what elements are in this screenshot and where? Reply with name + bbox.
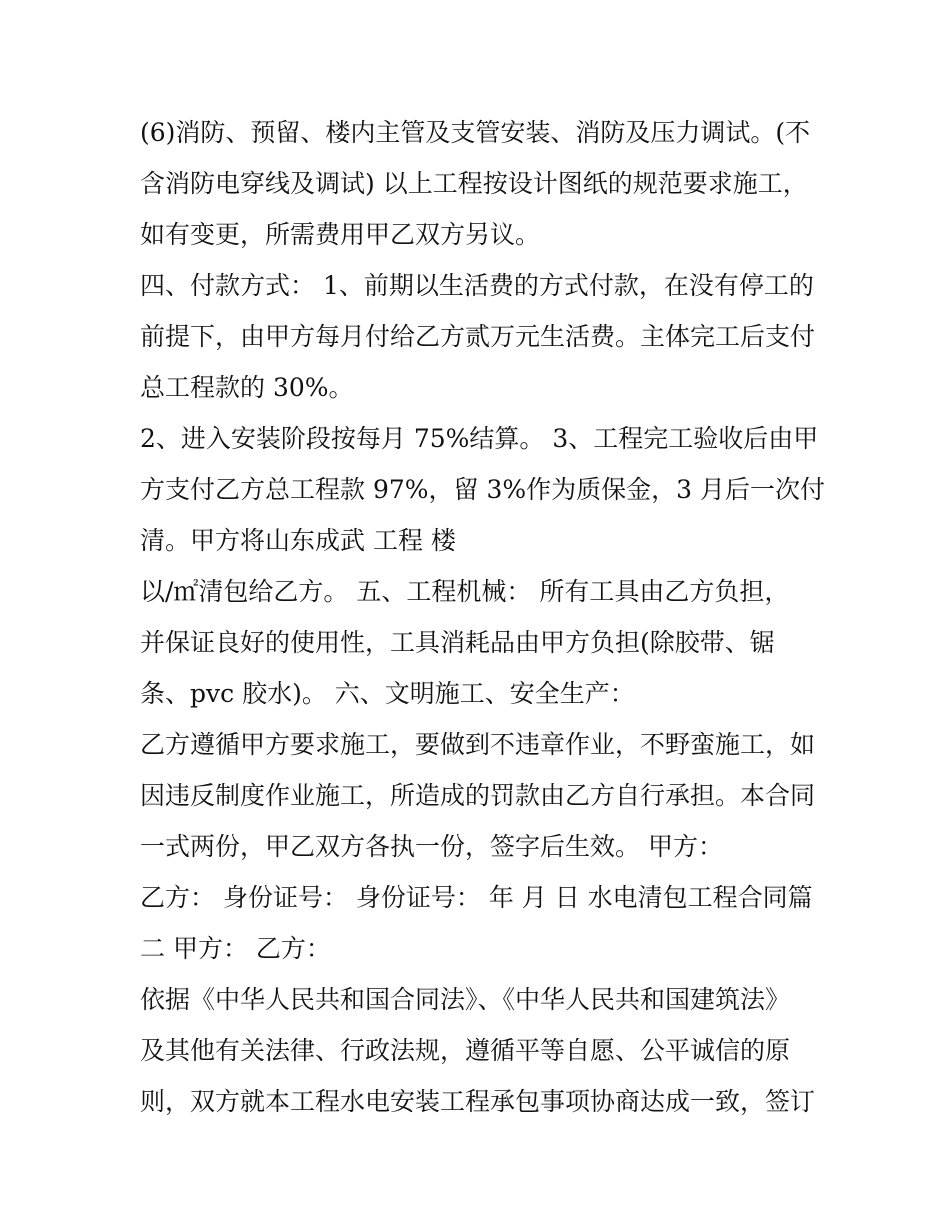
text-line: 四、付款方式： 1、前期以生活费的方式付款，在没有停工的 bbox=[140, 271, 814, 300]
text-line: 以/㎡清包给乙方。 五、工程机械： 所有工具由乙方负担， bbox=[140, 577, 790, 606]
text-line: 二 甲方： 乙方： bbox=[140, 934, 331, 963]
text-line: 方支付乙方总工程款 97%，留 3%作为质保金，3 月后一次付 bbox=[140, 475, 825, 504]
text-line: 条、pvc 胶水)。 六、文明施工、安全生产： bbox=[140, 679, 635, 708]
text-line: 因违反制度作业施工，所造成的罚款由乙方自行承担。本合同 bbox=[140, 781, 816, 810]
text-line: 总工程款的 30%。 bbox=[140, 373, 354, 402]
text-line: 乙方： 身份证号： 身份证号： 年 月 日 水电清包工程合同篇 bbox=[140, 883, 813, 912]
document-body bbox=[140, 107, 830, 1127]
text-line: (6)消防、预留、楼内主管及支管安装、消防及压力调试。(不 bbox=[140, 118, 811, 147]
text-line: 并保证良好的使用性，工具消耗品由甲方负担(除胶带、锯 bbox=[140, 628, 775, 657]
text-line: 则，双方就本工程水电安装工程承包事项协商达成一致，签订 bbox=[140, 1087, 816, 1116]
text-line: 2、进入安装阶段按每月 75%结算。 3、工程完工验收后由甲 bbox=[140, 424, 819, 453]
text-line: 如有变更，所需费用甲乙双方另议。 bbox=[140, 220, 541, 249]
text-line: 前提下，由甲方每月付给乙方贰万元生活费。主体完工后支付 bbox=[140, 322, 816, 351]
text-line: 及其他有关法律、行政法规，遵循平等自愿、公平诚信的原 bbox=[140, 1036, 791, 1065]
text-line: 乙方遵循甲方要求施工，要做到不违章作业，不野蛮施工，如 bbox=[140, 730, 816, 759]
text-line: 依据《中华人民共和国合同法》、《中华人民共和国建筑法》 bbox=[140, 985, 791, 1014]
text-line: 清。甲方将山东成武 工程 楼 bbox=[140, 526, 456, 555]
text-line: 一式两份，甲乙双方各执一份，签字后生效。 甲方： bbox=[140, 832, 723, 861]
text-line: 含消防电穿线及调试) 以上工程按设计图纸的规范要求施工， bbox=[140, 169, 808, 198]
